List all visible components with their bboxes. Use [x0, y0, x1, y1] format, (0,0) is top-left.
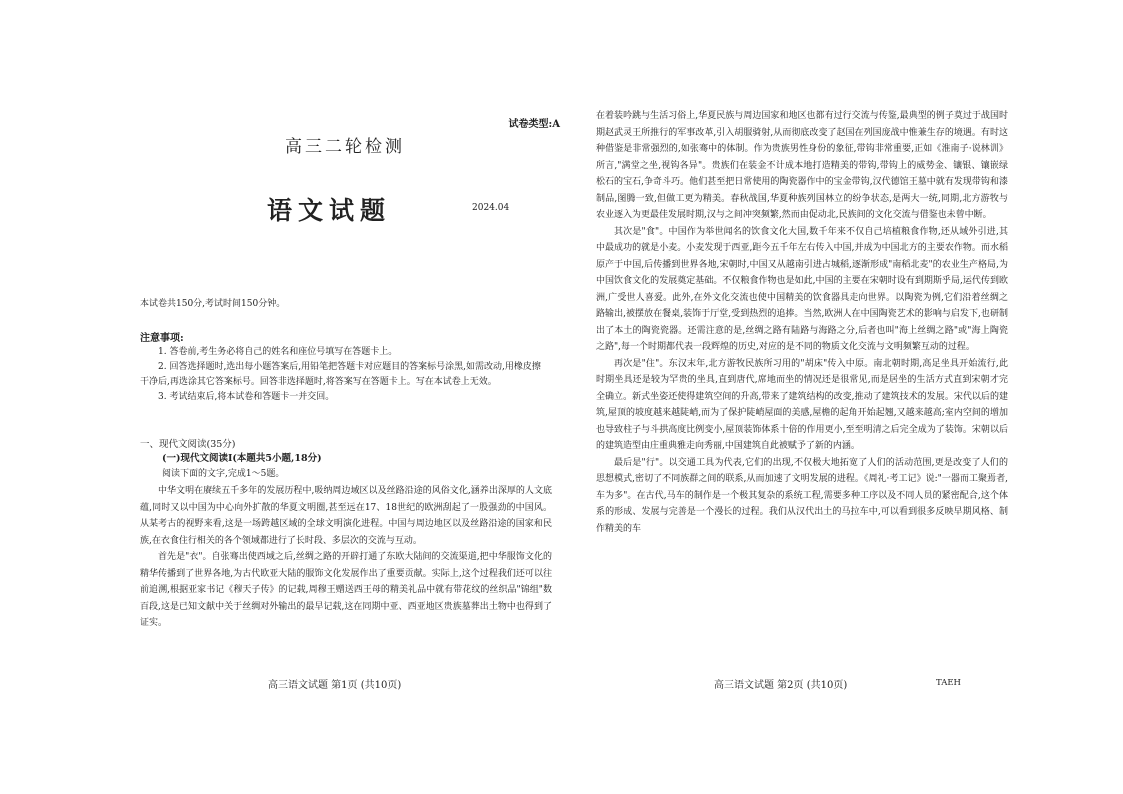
passage-paragraph: 最后是"行"。以交通工具为代表,它们的出现,不仅极大地拓宽了人们的活动范围,更是改变了人们的思想模式,密切了不同族群之间的联系,从而加速了文明发展的进程。《周礼·考工记》说:"一器而工聚焉者,车为多"。在古代,马车的制作是一个极其复杂的系统工程,需要多种工序以及不同人员的紧密配合,这个体系的形成、发展与完善是一个漫长的过程。我们从汉代出土的马拉车中,可以看到很多反映早期风格、制作精美的车: [596, 457, 1008, 534]
footer-code: TAEH: [936, 678, 961, 688]
notice-item: 2. 回答选择题时,选出每小题答案后,用铅笔把答题卡对应题目的答案标号涂黑,如需改动,用橡皮擦干净后,再选涂其它答案标号。回答非选择题时,将答案写在答题卡上。写在本试卷上无效。: [140, 362, 541, 387]
passage-paragraph: 再次是"住"。东汉末年,北方游牧民族所习用的"胡床"传入中原。南北朝时期,高足坐具开始流行,此时期坐具还是较为罕贵的坐具,直到唐代,席地而坐的情况还是很常见,而是居坐的生活方式直到宋朝才完全确立。新式坐姿还使得建筑空间的升高,带来了建筑结构的改变,推动了建筑技术的发展。宋代以后的建筑,屋顶的坡度越来越陡峭,而为了保护陡峭屋面的美感,屋檐的起角开始起翘,又越来越高;室内空间的增加也导致柱子与斗拱高度比例变小,屋顶装饰体系十倍的作用更小,至至明清之后完全成为了装饰。宋朝以后的建筑造型由庄重典雅走向秀丽,中国建筑自此被赋予了新的内涵。: [596, 358, 1008, 451]
passage-body-left: [140, 483, 552, 632]
page-footer: 高三语文试题 第2页 (共10页): [714, 680, 848, 691]
notice-item: 3. 考试结束后,将本试卷和答题卡一并交回。: [158, 392, 335, 402]
section-title: 一、现代文阅读(35分): [140, 439, 236, 450]
left-page: [140, 100, 560, 700]
passage-paragraph: 中华文明在赓续五千多年的发展历程中,吸纳周边域区以及丝路沿途的风俗文化,涵养出深厚的人文底蕴,同时又以中国为中心向外扩散的华夏文明圈,甚至远在17、18世纪的欧洲刮起了一股强劲的中国风。从某考古的视野来看,这是一场跨越区域的全球文明演化进程。中国与周边地区以及丝路沿途的国家和民族,在衣食住行相关的各个领域都进行了长时段、多层次的交流与互动。: [140, 486, 552, 546]
passage-paragraph: 首先是"衣"。自张骞出使西域之后,丝绸之路的开辟打通了东欧大陆间的交流渠道,把中华服饰文化的精华传播到了世界各地,为古代欧亚大陆的服饰文化发展作出了重要贡献。实际上,这个过程我们还可以往前追溯,根据亚家书记《穆天子传》的记载,周穆王赠送西王母的精美礼品中就有带花纹的丝织品"锦组"数百段,这是已知文献中关于丝绸对外输出的最早记载,这在同期中亚、西亚地区贵族墓葬出土物中也得到了证实。: [140, 552, 552, 628]
reading-instruction: 阅读下面的文字,完成1～5题。: [162, 469, 285, 479]
exam-subtitle: 高三二轮检测: [285, 137, 405, 157]
passage-paragraph: 在着装吟跳与生活习俗上,华夏民族与周边国家和地区也都有过行交流与传鉴,最典型的例子莫过于战国时期赵武灵王所推行的军事改革,引入胡服骑射,从而彻底改变了赵国在列国庞战中惟兼生存的境遇。有时这种借鉴是非常强烈的,如张骞中的体制。作为贵族男性身份的象征,带钩非常重要,正如《淮南子·说林训》所言,"满堂之坐,视钩各异"。贵族们在装金不计成本地打造精美的带钩,带钩上的威势金、镶银、镶嵌绿松石的宝石,争奇斗巧。他们甚至把日常使用的陶瓷器作中的宝金带钩,汉代德馆王墓中就有发现带钩和漆制品,图腾一致,但做工更为精美。春秋战国,华夏种族列国林立的纷争状态,是两大一统,同期,北方游牧与农业逐入为更最佳发展时期,汉与之间冲突频繁,然而由促动北,民族间的文化交流与借鉴也未曾中断。: [596, 111, 1008, 220]
exam-title: 语文试题: [267, 196, 392, 225]
right-page: [596, 100, 1016, 700]
passage-paragraph: 其次是"食"。中国作为举世闻名的饮食文化大国,数千年来不仅自己培植粮食作物,还从域外引进,其中最成功的就是小麦。小麦发现于西亚,距今五千年左右传入中国,并成为中国北方的主要农作物。而水稻原产于中国,后传播到世界各地,宋朝时,中国又从越南引进占城稻,逐渐形成"南稻北麦"的农业生产格局,为中国饮食文化的发展奠定基础。不仅粮食作物也是如此,中国的主要在宋朝时设有到期斯乎局,运代传到欧洲,广受世人喜爱。此外,在外文化交流也使中国精美的饮食器具走向世界。以陶瓷为例,它们沿着丝绸之路输出,被摆放在餐桌,装饰于厅堂,受到热烈的追捧。当然,欧洲人在中国陶瓷艺术的影响与启发下,也研制出了本土的陶瓷瓷器。还需注意的是,丝绸之路有陆路与海路之分,后者也叫"海上丝绸之路"或"海上陶瓷之路",每一个时期都代表一段辉煌的历史,对应的是不同的物质文化交流与文明频繁互动的过程。: [596, 226, 1008, 352]
page-footer: 高三语文试题 第1页 (共10页): [268, 680, 402, 691]
subsection-title: (一)现代文阅读Ⅰ(本题共5小题,18分): [162, 453, 322, 464]
exam-date: 2024.04: [472, 203, 510, 213]
exam-intro: 本试卷共150分,考试时间150分钟。: [140, 299, 286, 309]
exam-type-label: 试卷类型:A: [508, 119, 560, 130]
notice-list: [140, 345, 544, 405]
passage-body-right: [596, 108, 1008, 537]
notice-heading: 注意事项:: [140, 333, 184, 344]
notice-item: 1. 答卷前,考生务必将自己的姓名和座位号填写在答题卡上。: [158, 347, 398, 357]
